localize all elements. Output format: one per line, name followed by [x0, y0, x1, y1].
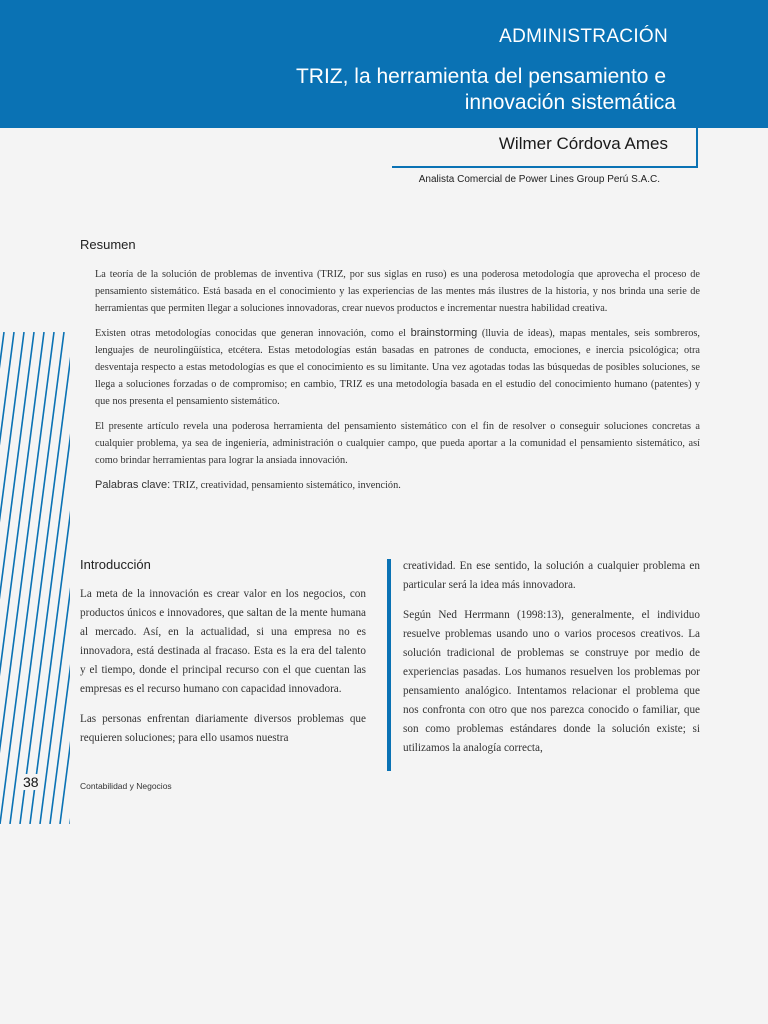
- abstract-heading: Resumen: [80, 237, 136, 252]
- column-divider-bar: [387, 559, 391, 771]
- author-box: [392, 128, 698, 168]
- decorative-stripes: [0, 332, 70, 824]
- article-title: [156, 64, 676, 116]
- keywords-list: TRIZ, creatividad, pensamiento sistemático, invención.: [170, 480, 401, 491]
- section-label: ADMINISTRACIÓN: [499, 26, 668, 47]
- header-band: [0, 0, 768, 128]
- keywords: [95, 477, 700, 494]
- abstract-p2-text-b: (lluvia de ideas), mapas mentales, seis sombreros, lenguajes de neurolingüística, etcétera. Estas metodologías están basadas en patrones de conducta, emociones, e inercia psicológica; otra desventaja respecto a estas metodologías es que el conocimiento es su limitante. Una vez agotadas todas las búsquedas de posibles soluciones, se llega a soluciones forzadas o de compromiso; en cambio, TRIZ es una metodología basada en el estudio del conocimiento humano (patentes) y que nos presenta el pensamiento sistemático.: [95, 328, 701, 407]
- abstract-paragraph-2: [95, 325, 700, 410]
- abstract-body: [95, 266, 700, 502]
- abstract-paragraph-1: La teoría de la solución de problemas de inventiva (TRIZ, por sus siglas en ruso) es una poderosa metodología que aprovecha el proceso de pensamiento sistemático. Está basada en el conocimiento y las experiencias de las mentes más ilustres de la historia, y nos brinda una serie de herramientas que permiten llegar a soluciones innovadoras, crear nuevos productos e incrementar nuestra habilidad creativa.: [95, 269, 700, 314]
- page-number: 38: [23, 774, 39, 790]
- intro-left-paragraph-1: La meta de la innovación es crear valor en los negocios, con productos únicos e innovadores, que saltan de la mente humana al mercado. Así, en la actualidad, si una empresa no es innovadora, está destinada al fracaso. Esta es la era del talento y el tiempo, donde el principal recurso con el que cuentan las empresas es el recurso humano con capacidad innovadora.: [80, 588, 366, 695]
- intro-left-paragraph-2: Las personas enfrentan diariamente diversos problemas que requieren soluciones; para ello usamos nuestra: [80, 713, 366, 744]
- intro-right-paragraph-1: creatividad. En ese sentido, la solución a cualquier problema en particular será la idea más innovadora.: [403, 560, 700, 591]
- left-column: [80, 585, 366, 759]
- author-affiliation: Analista Comercial de Power Lines Group Perú S.A.C.: [418, 174, 660, 185]
- intro-right-paragraph-2: Según Ned Herrmann (1998:13), generalmente, el individuo resuelve problemas usando uno o varios procesos creativos. La solución tradicional de problemas se construye por medio de experiencias pasadas. Los humanos resuelven los problemas por pensamiento analógico. Intentamos relacionar el problema que nos confronta con otro que nos parezca conocido o familiar, que son como problemas estándares donde la solución existe; si utilizamos la analogía correcta,: [403, 609, 700, 754]
- abstract-term-brainstorming: brainstorming: [410, 327, 478, 339]
- abstract-p2-text-a: Existen otras metodologías conocidas que generan innovación, como el: [95, 328, 411, 339]
- author-name: Wilmer Córdova Ames: [498, 134, 668, 153]
- introduction-heading: Introducción: [80, 557, 151, 572]
- journal-name: Contabilidad y Negocios: [80, 781, 172, 791]
- title-line-1: TRIZ, la herramienta del pensamiento e: [295, 65, 666, 88]
- title-line-2: innovación sistemática: [464, 91, 676, 114]
- abstract-paragraph-3: El presente artículo revela una poderosa herramienta del pensamiento sistemático con el fin de resolver o conseguir soluciones concretas a cualquier problema, ya sea de ingeniería, administración o cualquier campo, que pueda aportar a la comunidad el pensamiento sistemático, así como brindar herramientas para lograr la ansiada innovación.: [95, 421, 700, 466]
- right-column: [403, 557, 700, 769]
- keywords-label: Palabras clave:: [95, 479, 171, 491]
